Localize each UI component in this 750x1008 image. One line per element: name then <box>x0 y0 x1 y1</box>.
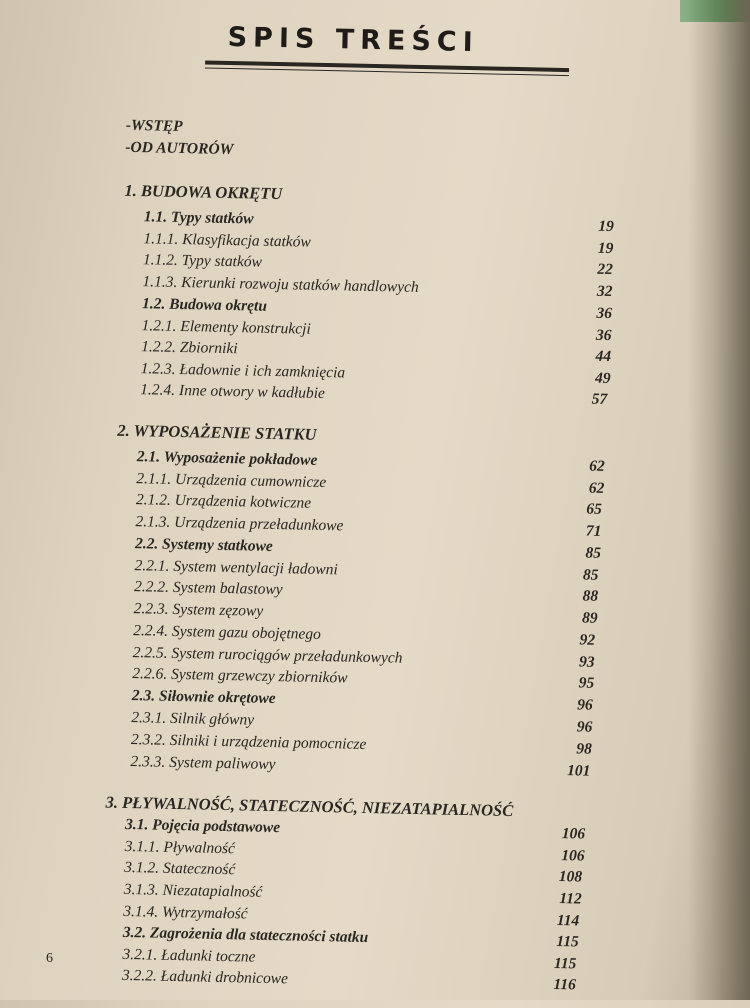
toc-entry-page: 114 <box>556 912 580 930</box>
toc-entry-title: 3.1. Pojęcia podstawowe <box>124 815 281 837</box>
toc-entry-title: 3.1.2. Stateczność <box>124 858 236 879</box>
toc-entry-title: 2.1.3. Urządzenia przeładunkowe <box>135 513 344 535</box>
toc-entry-title: 1. BUDOWA OKRĘTU <box>124 180 283 204</box>
toc-entry-title: 2.2.2. System balastowy <box>133 578 283 599</box>
toc-entry-page: 19 <box>597 239 614 258</box>
toc-entry-page: 98 <box>576 740 593 758</box>
toc-entry-page: 62 <box>589 457 605 475</box>
toc-entry-page: 116 <box>553 975 577 994</box>
toc-entry-title: 2.2.5. System rurociągów przeładunkowych <box>132 644 403 667</box>
toc-entry-page: 62 <box>588 479 605 497</box>
toc-entry-title: 3.2. Zagrożenia dla stateczności statku <box>122 923 369 947</box>
toc-entry-title: 1.2. Budowa okrętu <box>141 295 268 315</box>
toc-entry-page: 49 <box>594 369 611 388</box>
toc-entry-page: 71 <box>585 522 602 540</box>
toc-entry-title: 1.2.2. Zbiorniki <box>140 338 238 358</box>
toc-entry-title: 1.2.1. Elementy konstrukcji <box>141 317 311 338</box>
toc-entry-title: 2.1. Wyposażenie pokładowe <box>136 448 318 469</box>
toc-entry-title: 1.2.4. Inne otwory w kadłubie <box>140 381 326 403</box>
toc-entry-title: 3.2.1. Ładunki toczne <box>122 945 256 966</box>
toc-entry-title: 1.1.3. Kierunki rozwoju statków handlowych <box>142 273 419 296</box>
toc-entry-page: 92 <box>579 631 596 649</box>
toc-entry-title: 1.1.1. Klasyfikacja statków <box>143 230 312 251</box>
toc-entry-page: 115 <box>556 933 579 951</box>
toc-entry-page: 96 <box>576 718 593 736</box>
toc-entry-page: 89 <box>581 609 598 627</box>
page-number: 6 <box>46 951 53 966</box>
toc-entry-title: 2.3.1. Silnik główny <box>131 709 255 729</box>
toc-entry-title: 2.2.4. System gazu obojętnego <box>133 622 322 643</box>
toc-entry-page: 85 <box>585 544 602 562</box>
toc-entry-page: 88 <box>582 587 599 605</box>
toc-entry-title: 1.2.3. Ładownie i ich zamknięcia <box>140 360 346 382</box>
toc-entry-title: 2.2.6. System grzewczy zbiorników <box>132 665 348 687</box>
toc-entry-page: 44 <box>595 347 612 366</box>
toc-entry-title: 3. PŁYWALNOŚĆ, STATECZNOŚĆ, NIEZATAPIALNOŚĆ <box>105 792 514 821</box>
toc-entry-title: 3.1.1. Pływalność <box>124 837 236 858</box>
toc-entry-title: 2.3.2. Silniki i urządzenia pomocnicze <box>130 731 367 753</box>
toc-entry-title: 1.1.2. Typy statków <box>142 251 263 271</box>
toc-entry-page: 65 <box>586 500 603 518</box>
toc-entry-title: 2.2.3. System zęzowy <box>133 600 264 620</box>
toc-entry-page: 115 <box>553 954 577 973</box>
toc-entry-title: -WSTĘP <box>125 116 183 135</box>
toc-entry-page: 36 <box>596 304 613 323</box>
toc-entry-page: 108 <box>558 868 583 886</box>
toc-entry-title: -OD AUTORÓW <box>125 138 234 159</box>
toc-entry-title: 1.1. Typy statków <box>143 208 254 228</box>
toc-entry-page: 106 <box>561 847 585 865</box>
toc-entry-title: 2.1.2. Urządzenia kotwiczne <box>135 491 312 512</box>
toc-entry-title: 2.1.1. Urządzenia cumownicze <box>136 470 327 492</box>
toc-entry-title: 2.3. Siłownie okrętowe <box>131 687 276 708</box>
toc-entry-page: 36 <box>595 326 612 345</box>
toc-entry-page: 57 <box>591 390 608 408</box>
toc-entry-title: 2.3.3. System paliwowy <box>130 753 276 774</box>
page-title: SPIS TREŚCI <box>227 21 480 59</box>
toc-entry-title: 3.2.2. Ładunki drobnicowe <box>121 966 289 988</box>
toc-entry-page: 85 <box>582 566 599 584</box>
toc-entry-title: 2.2.1. System wentylacji ładowni <box>134 557 338 579</box>
toc-entry-page: 96 <box>577 696 593 714</box>
toc-entry-page: 112 <box>559 890 582 908</box>
toc-entry-page: 32 <box>596 282 613 301</box>
toc-entry-page: 101 <box>566 762 591 780</box>
toc-entry-page: 95 <box>578 674 595 692</box>
toc-entry-page: 22 <box>597 260 614 279</box>
toc-entry-title: 3.1.3. Niezatapialność <box>123 880 263 901</box>
toc-entry-title: 2. WYPOSAŻENIE STATKU <box>117 420 317 444</box>
toc-entry-page: 106 <box>561 825 586 843</box>
toc-entry-title: 2.2. Systemy statkowe <box>134 535 273 555</box>
toc-entry-page: 93 <box>578 653 595 671</box>
toc-entry-title: 3.1.4. Wytrzymałość <box>123 902 248 923</box>
toc-entry-page: 19 <box>598 217 614 236</box>
